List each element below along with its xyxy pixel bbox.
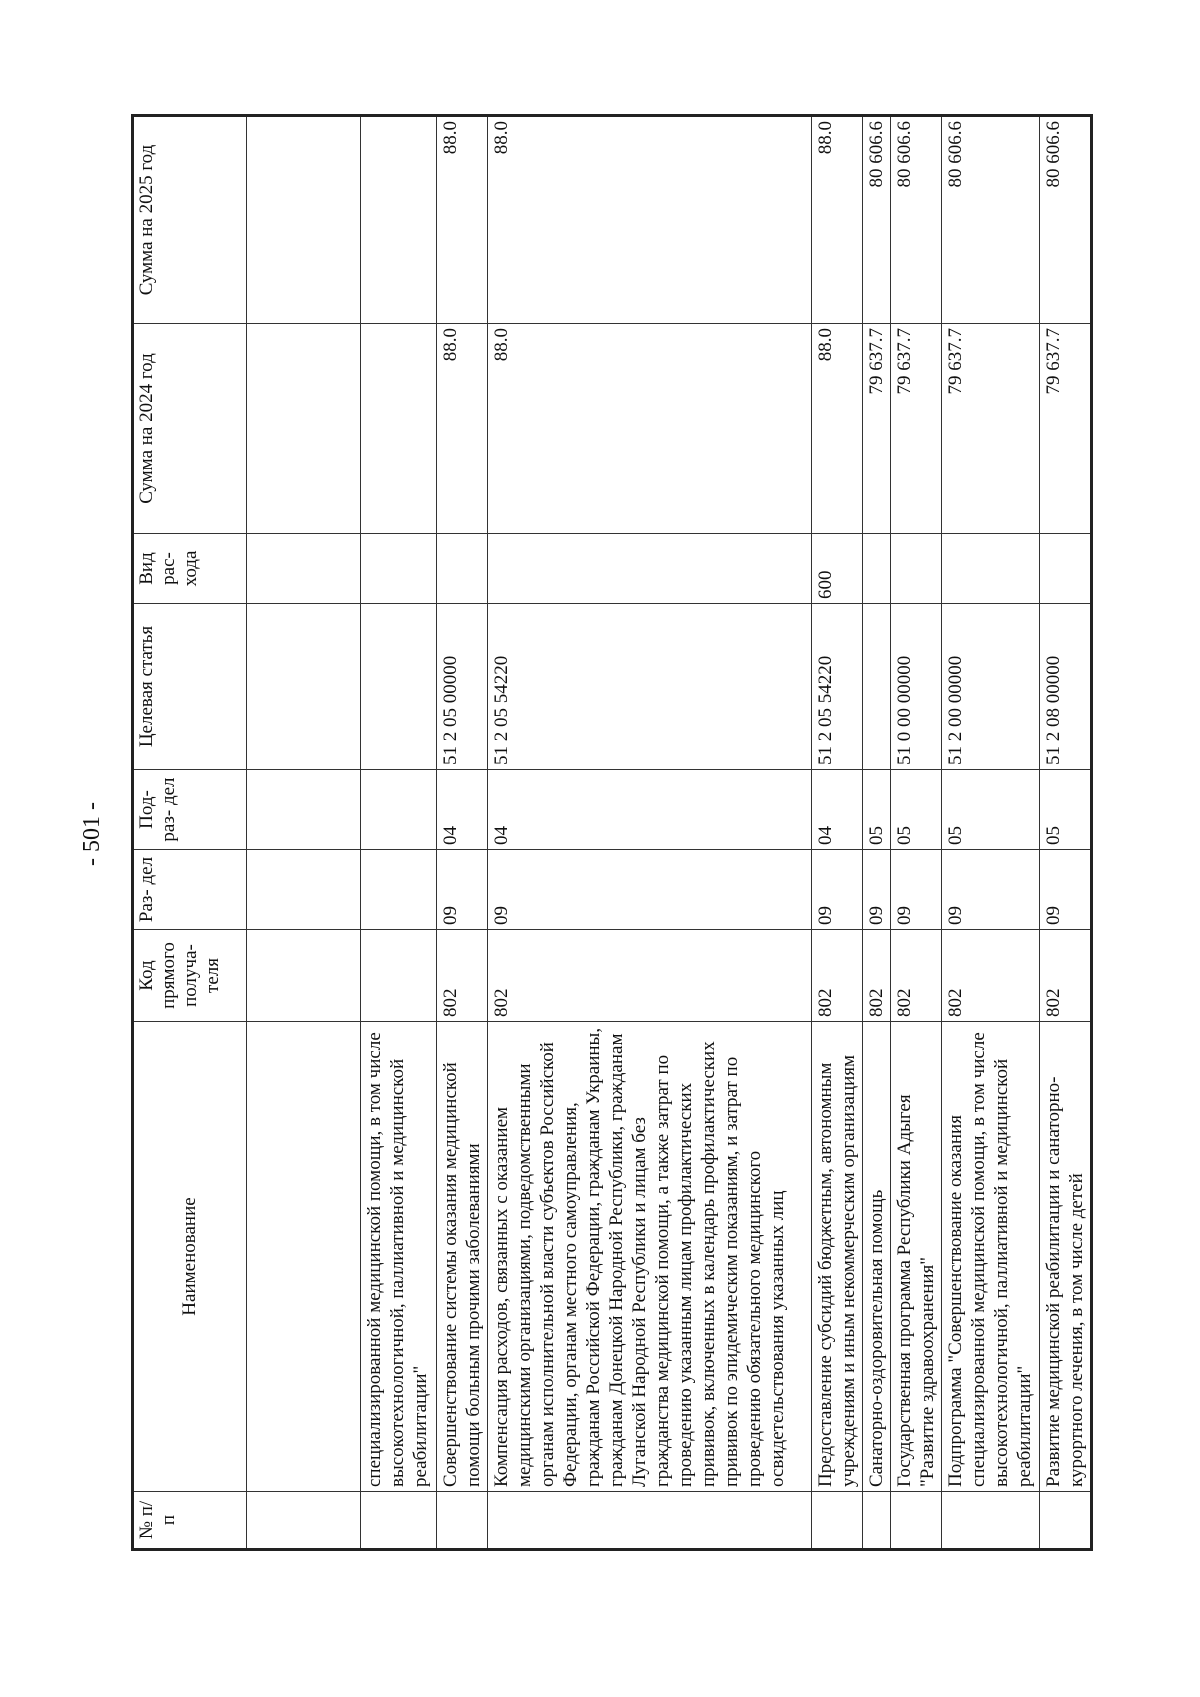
cell-sum-2025: 88.0 (812, 116, 863, 324)
cell-section: 09 (1040, 850, 1092, 930)
table-row (361, 116, 437, 1550)
cell-section: 09 (812, 850, 863, 930)
cell-code: 802 (1040, 930, 1092, 1022)
cell-target: 51 2 05 54220 (488, 604, 812, 770)
cell-expense (361, 534, 437, 604)
cell-num (863, 1492, 891, 1550)
cell-expense (1040, 534, 1092, 604)
cell-subsection: 05 (1040, 770, 1092, 850)
cell-target: 51 2 05 54220 (812, 604, 863, 770)
cell-num (1040, 1492, 1092, 1550)
cell-sum-2024: 79 637.7 (891, 324, 942, 534)
cell-sum-2024: 79 637.7 (942, 324, 1040, 534)
cell-subsection: 04 (488, 770, 812, 850)
cell-subsection: 05 (891, 770, 942, 850)
cell-code (361, 930, 437, 1022)
col-header-sum-2025: Сумма на 2025 год (133, 116, 247, 324)
cell-code: 802 (437, 930, 488, 1022)
cell-section: 09 (942, 850, 1040, 930)
cell-sum-2024: 88.0 (488, 324, 812, 534)
cell-code: 802 (863, 930, 891, 1022)
cell-sum-2024: 79 637.7 (1040, 324, 1092, 534)
cell-target: 51 0 00 00000 (891, 604, 942, 770)
cell-num (488, 1492, 812, 1550)
cell-sum-2025: 80 606.6 (891, 116, 942, 324)
cell-section (361, 850, 437, 930)
cell-num (361, 1492, 437, 1550)
cell-sum-2024 (361, 324, 437, 534)
cell-sum-2025: 88.0 (437, 116, 488, 324)
cell-name: Подпрограмма "Совершенствование оказания специализированной медицинской помощи, в том числе высокотехнологичной, паллиативной и медицинской реабилитации" (942, 1022, 1040, 1492)
cell-code: 802 (891, 930, 942, 1022)
cell-num (942, 1492, 1040, 1550)
cell-name: специализированной медицинской помощи, в том числе высокотехнологичной, паллиативной и медицинской реабилитации" (361, 1022, 437, 1492)
col-header-subsection: Под- раз- дел (133, 770, 247, 850)
cell-name: Компенсация расходов, связанных с оказанием медицинскими организациями, подведомственными органам исполнительной власти субъектов Российской Федерации, органам местного самоуправления, гражданам Российской Федерации, гражданам Украины, гражданам Донецкой Народной Республики, гражданам Луганской Народной Республики и лицам без гражданства медицинской помощи, а также затрат по проведению указанным лицам профилактических прививок, включенных в календарь профилактических прививок по эпидемическим показаниям, и затрат по проведению обязательного медицинского освидетельствования указанных лиц (488, 1022, 812, 1492)
cell-expense (863, 534, 891, 604)
cell-subsection: 05 (863, 770, 891, 850)
table-row (437, 116, 488, 1550)
cell-expense (891, 534, 942, 604)
table-row (812, 116, 863, 1550)
cell-expense (437, 534, 488, 604)
table-row (891, 116, 942, 1550)
cell-sum-2025: 80 606.6 (863, 116, 891, 324)
table-row (863, 116, 891, 1550)
cell-num (891, 1492, 942, 1550)
page-number: - 501 - (79, 802, 105, 866)
col-header-expense: Вид рас- хода (133, 534, 247, 604)
cell-name: Санаторно-оздоровительная помощь (863, 1022, 891, 1492)
col-header-code: Код прямого получа- теля (133, 930, 247, 1022)
cell-sum-2024: 88.0 (437, 324, 488, 534)
cell-target: 51 2 05 00000 (437, 604, 488, 770)
cell-name: Государственная программа Республики Адыгея "Развитие здравоохранения" (891, 1022, 942, 1492)
cell-name: Совершенствование системы оказания медицинской помощи больным прочими заболеваниями (437, 1022, 488, 1492)
cell-sum-2025 (361, 116, 437, 324)
cell-sum-2025: 80 606.6 (1040, 116, 1092, 324)
col-header-target: Целевая статья (133, 604, 247, 770)
cell-name: Развитие медицинской реабилитации и санаторно-курортного лечения, в том числе детей (1040, 1022, 1092, 1492)
cell-sum-2024: 88.0 (812, 324, 863, 534)
cell-code: 802 (488, 930, 812, 1022)
cell-subsection: 04 (437, 770, 488, 850)
cell-subsection: 04 (812, 770, 863, 850)
cell-num (437, 1492, 488, 1550)
table-header-row (133, 116, 247, 1550)
budget-table (131, 114, 1093, 1551)
col-header-num: № п/п (133, 1492, 247, 1550)
cell-code: 802 (812, 930, 863, 1022)
cell-expense (488, 534, 812, 604)
cell-code: 802 (942, 930, 1040, 1022)
cell-sum-2025: 80 606.6 (942, 116, 1040, 324)
header-separator-row (247, 116, 361, 1550)
cell-expense: 600 (812, 534, 863, 604)
cell-target: 51 2 08 00000 (1040, 604, 1092, 770)
table-row (942, 116, 1040, 1550)
col-header-section: Раз- дел (133, 850, 247, 930)
cell-subsection (361, 770, 437, 850)
cell-section: 09 (488, 850, 812, 930)
rotated-content (79, 117, 1087, 1551)
cell-sum-2024: 79 637.7 (863, 324, 891, 534)
cell-expense (942, 534, 1040, 604)
cell-subsection: 05 (942, 770, 1040, 850)
cell-target (361, 604, 437, 770)
cell-target: 51 2 00 00000 (942, 604, 1040, 770)
cell-section: 09 (891, 850, 942, 930)
table-row (488, 116, 812, 1550)
col-header-sum-2024: Сумма на 2024 год (133, 324, 247, 534)
table-row (1040, 116, 1092, 1550)
cell-num (812, 1492, 863, 1550)
cell-sum-2025: 88.0 (488, 116, 812, 324)
col-header-name: Наименование (133, 1022, 247, 1492)
cell-section: 09 (863, 850, 891, 930)
cell-name: Предоставление субсидий бюджетным, автономным учреждениям и иным некоммерческим организациям (812, 1022, 863, 1492)
cell-section: 09 (437, 850, 488, 930)
cell-target (863, 604, 891, 770)
